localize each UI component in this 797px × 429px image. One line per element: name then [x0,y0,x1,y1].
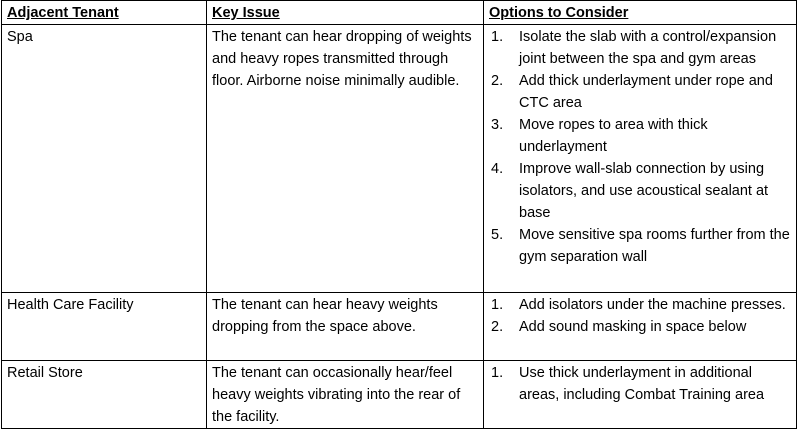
list-item [489,362,791,406]
list-text: Use thick underlayment in additional areas, including Combat Training area [519,365,765,403]
issue-cell: The tenant can hear dropping of weights and heavy ropes transmitted through floor. Airborne noise minimally audible. [207,25,484,293]
list-number: 4. [491,161,504,177]
tenant-cell: Health Care Facility [2,293,207,361]
list-text: Move sensitive spa rooms further from the gym separation wall [519,227,790,265]
list-item [489,224,791,268]
list-item [489,158,791,224]
options-list [489,26,791,268]
list-item [489,294,791,316]
list-item [489,70,791,114]
list-item [489,316,791,338]
options-cell [484,25,797,293]
list-item [489,114,791,158]
list-text: Add thick underlayment under rope and CTC area [519,73,773,111]
list-text: Add sound masking in space below [519,319,747,335]
header-adjacent-tenant: Adjacent Tenant [2,1,207,25]
header-options-to-consider: Options to Consider [484,1,797,25]
list-text: Add isolators under the machine presses. [519,297,786,313]
list-number: 1. [491,365,504,381]
table-row [2,293,797,361]
options-list [489,362,791,406]
list-number: 3. [491,117,504,133]
issue-cell: The tenant can occasionally hear/feel heavy weights vibrating into the rear of the facility. [207,361,484,429]
list-text: Move ropes to area with thick underlayment [519,117,708,155]
table-row [2,25,797,293]
issue-cell: The tenant can hear heavy weights dropping from the space above. [207,293,484,361]
list-text: Isolate the slab with a control/expansion joint between the spa and gym areas [519,29,777,67]
list-number: 2. [491,73,504,89]
options-cell [484,293,797,361]
table-row [2,361,797,429]
list-number: 5. [491,227,504,243]
options-cell [484,361,797,429]
list-number: 1. [491,29,504,45]
list-item [489,26,791,70]
list-number: 2. [491,319,504,335]
options-list [489,294,791,338]
tenant-cell: Retail Store [2,361,207,429]
header-row [2,1,797,25]
list-text: Improve wall-slab connection by using isolators, and use acoustical sealant at base [519,161,769,221]
tenant-cell: Spa [2,25,207,293]
header-key-issue: Key Issue [207,1,484,25]
list-number: 1. [491,297,504,313]
tenant-issues-table [1,0,797,429]
